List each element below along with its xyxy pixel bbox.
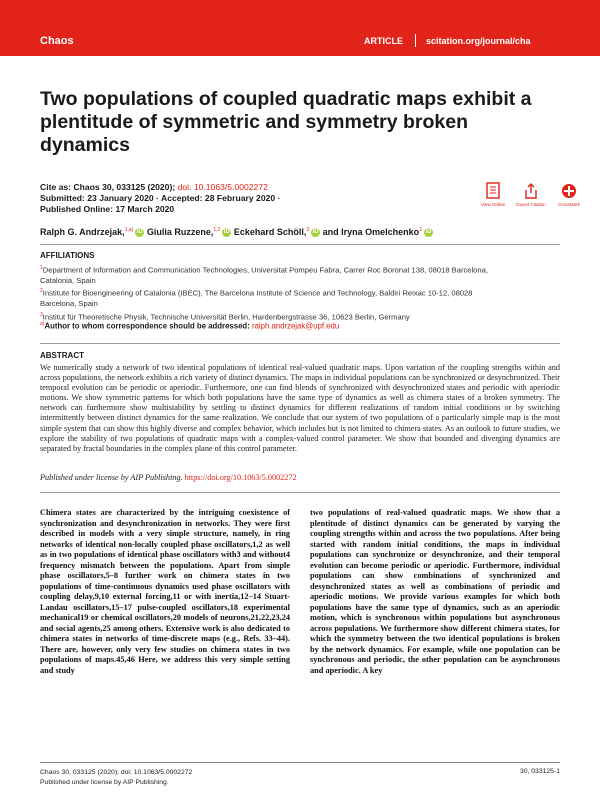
footer-citation <box>40 768 192 788</box>
paper-title: Two populations of coupled quadratic maps exhibit a plentitude of symmetric and symmetry broken dynamics <box>40 88 532 156</box>
affiliation-text: Department of Information and Communication Technologies, Universitat Pompeu Fabra, Carrer Roc Boronat 138, 08018 Barcelona, Catalonia, Spain <box>40 265 488 285</box>
footer-citation-line: Chaos 30, 033125 (2020); doi: 10.1063/5.0002272 <box>40 769 193 776</box>
journal-url-link[interactable]: scitation.org/journal/cha <box>426 36 531 46</box>
author-affiliation-mark: 3 <box>306 227 310 233</box>
license-line <box>40 473 297 482</box>
correspondence-label: Author to whom correspondence should be addressed: <box>44 321 250 331</box>
correspondence-note <box>40 321 339 331</box>
orcid-icon[interactable]: iD <box>425 229 432 236</box>
footer-divider <box>40 762 560 763</box>
doi-link[interactable]: doi: 10.1063/5.0002272 <box>177 182 268 192</box>
divider <box>40 492 560 493</box>
view-online-icon <box>485 182 501 200</box>
correspondence-email-link[interactable]: ralph.andrzejak@upf.edu <box>251 321 340 331</box>
author-name[interactable]: Eckehard Schöll, <box>233 227 307 237</box>
view-online-label: View Online <box>481 202 505 207</box>
export-citation-icon <box>523 182 539 200</box>
view-online-button[interactable] <box>478 182 508 207</box>
orcid-icon[interactable]: iD <box>223 229 230 236</box>
export-citation-label: Export Citation <box>516 202 546 207</box>
license-doi-link[interactable]: https://doi.org/10.1063/5.0002272 <box>184 473 297 482</box>
cite-label: Cite as: Chaos 30, 033125 (2020); <box>40 182 176 192</box>
license-text: Published under license by AIP Publishing. <box>40 473 183 482</box>
journal-name: Chaos <box>40 35 74 47</box>
correspondence-mark: a) <box>40 321 45 327</box>
abstract-heading: ABSTRACT <box>40 351 84 360</box>
export-citation-button[interactable] <box>516 182 546 207</box>
author-affiliation-mark: 3 <box>419 227 422 233</box>
affiliation-mark: 3 <box>40 311 43 318</box>
author-list <box>40 227 433 237</box>
affiliation-mark: 2 <box>40 288 43 295</box>
affiliation-item <box>40 263 510 286</box>
divider <box>40 244 560 245</box>
affiliations-heading: AFFILIATIONS <box>40 251 95 260</box>
crossmark-button[interactable] <box>554 182 584 207</box>
affiliation-text: Institut für Theoretische Physik, Technische Universität Berlin, Hardenbergstrasse 36, 10623 Berlin, Germany <box>42 312 410 322</box>
author-name[interactable]: and Iryna Omelchenko <box>322 227 420 237</box>
citation-block <box>40 182 280 215</box>
affiliation-item <box>40 286 510 309</box>
orcid-icon[interactable]: iD <box>136 229 143 236</box>
author-affiliation-mark: 1,a) <box>124 227 134 233</box>
footer-page-number: 30, 033125-1 <box>519 768 560 775</box>
affiliations-list <box>40 263 510 323</box>
submitted-dates: Submitted: 23 January 2020 · Accepted: 28 February 2020 · <box>40 193 281 203</box>
orcid-icon[interactable]: iD <box>312 229 319 236</box>
body-right-column: two populations of real-valued quadratic maps. We show that a plentitude of distinct dynamics can be generated by varying the coupling strengths within and across the two populations. After being started with random initial conditions, the maps in individual populations can synchronize or desynchronize, and their temporal evolution can become periodic or aperiodic. Furthermore, individual populations can show combinations of synchronized and desynchronized states as well as combinations of periodic and aperiodic motions. We provide various examples for which both populations have the same type of dynamics, such as an aperiodic motion, which is synchronous within populations but asynchronous across populations. We furthermore show different chimera states, for which the symmetry between the two identical populations is broken by the network dynamics. For example, while one population can be synchronous and periodic, the other population can be asynchronous and aperiodic. A key <box>310 508 560 675</box>
article-type: ARTICLE <box>364 36 403 46</box>
journal-header <box>0 0 600 56</box>
body-left-column: Chimera states are characterized by the intriguing coexistence of synchronization and desynchronization in networks. They were first described in models with a very simple structure, namely, in ring networks of identical non-locally coupled phase oscillators,1,2 as well as in two populations of identical phase oscillators with3 and without4 frequency mismatch between the populations. Apart from simple phase oscillators,5–8 further work on chimera states in two populations of time-continuous dynamics used phase oscillators with coupling delay,9,10 external forcing,11 or with inertia,12–14 Stuart-Landau oscillators,15–17 pulse-coupled oscillators,18 experimental mechanical19 or chemical oscillators,20 models of neurons,21,22,23,24 and social agents,25 among others. Extensive work is also dedicated to chimera states in networks of time-discrete maps (e.g., Refs. 33–44). There are, however, only very few studies on chimera states in two populations of maps.45,46 Here, we address this very simple setting and study <box>40 508 290 675</box>
author-affiliation-mark: 1,2 <box>213 227 221 233</box>
footer-license-line: Published under license by AIP Publishing. <box>40 779 169 786</box>
crossmark-icon <box>561 182 577 200</box>
author-name[interactable]: Giulia Ruzzene, <box>146 227 214 237</box>
header-divider <box>415 34 416 47</box>
author-name[interactable]: Ralph G. Andrzejak, <box>40 227 125 237</box>
article-actions <box>478 182 588 216</box>
abstract-text: We numerically study a network of two identical populations of identical real-valued quadratic maps. Upon variation of the coupling strengths within and across populations, the network exhibits a rich variety of distinct dynamics. The maps in individual populations can be synchronized or desynchronized. Their temporal evolution can be periodic or aperiodic. Furthermore, one can find blends of synchronized with desynchronized states and periodic with aperiodic motions. We show symmetric patterns for which both populations have the same type of dynamics as well as chimera states of a broken symmetry. The network can furthermore show multistability by settling to distinct dynamics for different realizations of random initial conditions or by switching intermittently between distinct dynamics for the same realization. We conclude that our system of two populations of a particularly simple map is the most simple system that can show this highly diverse and complex behavior, which includes but is not limited to chimera states. As an outlook to future studies, we explore the stability of two populations of quadratic maps with a complex-valued control parameter. We show that bounded and diverging dynamics are separated by fractal boundaries in the complex plane of this control parameter. <box>40 363 560 453</box>
divider <box>40 343 560 344</box>
affiliation-text: Institute for Bioengineering of Catalonia (IBEC), The Barcelona Institute of Science and Technology, Baldiri Reixac 10-12, 08028 Barcelona, Spain <box>40 288 473 309</box>
published-date: Published Online: 17 March 2020 <box>40 204 175 214</box>
affiliation-mark: 1 <box>40 265 43 271</box>
crossmark-label: CrossMark <box>558 202 580 207</box>
